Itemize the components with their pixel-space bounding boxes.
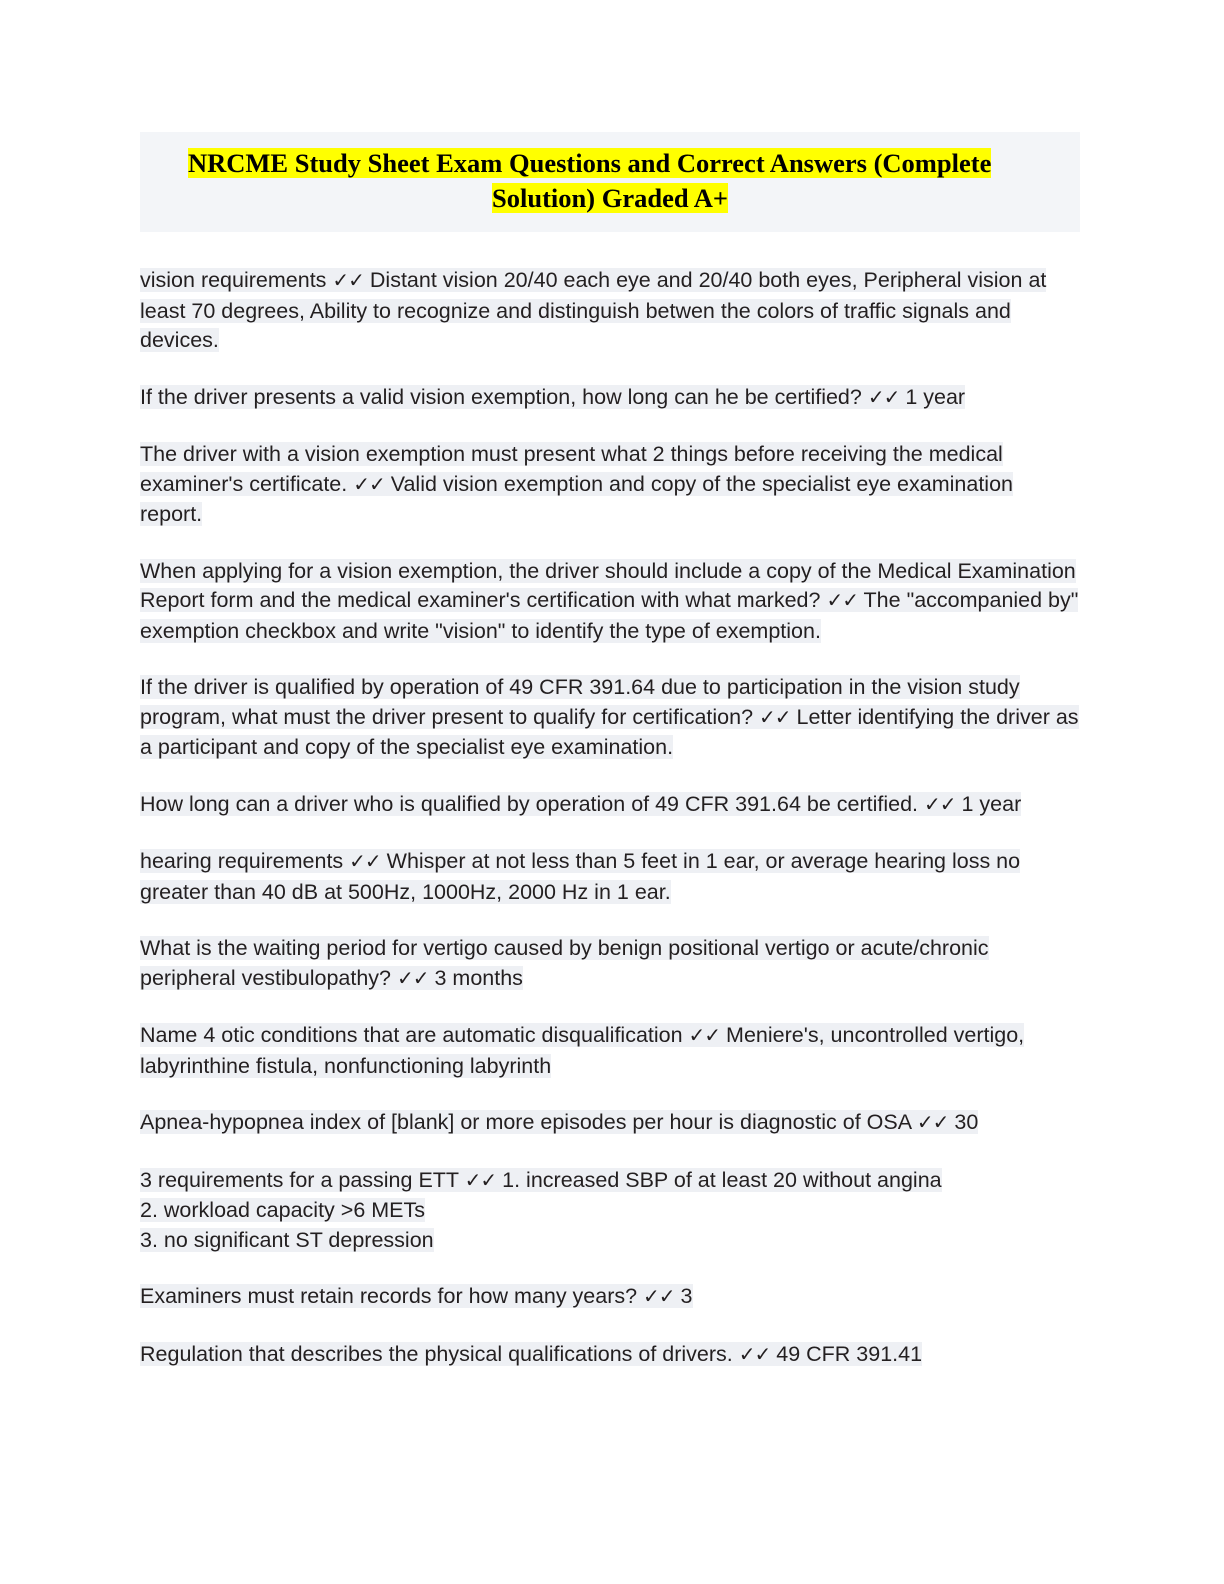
page-title-part-3: Solution) Graded A+ (492, 183, 728, 213)
answer-text: The "accompanied by" exemption checkbox and write "vision" to identify the type of exemption. (140, 588, 1079, 643)
question-text: Apnea-hypopnea index of [blank] or more episodes per hour is diagnostic of OSA (140, 1110, 917, 1134)
question-text: The driver with a vision exemption must present what 2 things before receiving the medical examiner's certificate. (140, 442, 1003, 496)
question-text: If the driver is qualified by operation of 49 CFR 391.64 due to participation in the vision study program, what must the driver present to qualify for certification? (140, 675, 1020, 729)
check-icon: ✓✓ (464, 1169, 497, 1192)
qa-item-vision-exemption-certification-length (140, 383, 1080, 414)
check-icon: ✓✓ (738, 1343, 771, 1366)
question-text: If the driver presents a valid vision exemption, how long can he be certified? (140, 384, 868, 409)
answer-text: Valid vision exemption and copy of the specialist eye examination report. (140, 471, 1013, 526)
answer-text: 30 (954, 1110, 979, 1134)
answer-text: 3 (680, 1284, 693, 1308)
check-icon: ✓✓ (332, 270, 364, 292)
check-icon: ✓✓ (924, 793, 956, 816)
check-icon: ✓✓ (916, 1112, 949, 1134)
check-icon: ✓✓ (826, 590, 858, 612)
qa-item-vertigo-waiting-period (140, 934, 1080, 994)
qa-item-passing-ett-requirements (140, 1166, 1080, 1256)
question-text: Regulation that describes the physical qualifications of drivers. (140, 1341, 739, 1366)
qa-item-vision-requirements (140, 266, 1080, 356)
answer-text: 49 CFR 391.41 (776, 1341, 923, 1366)
answer-extra-line-1: 2. workload capacity >6 METs (140, 1198, 426, 1222)
qa-item-apnea-hypopnea-index (140, 1108, 1080, 1139)
question-text: vision requirements (140, 268, 333, 292)
check-icon: ✓✓ (349, 851, 381, 873)
page-title-part-1: NRCME Study Sheet (188, 148, 437, 178)
answer-text: 1 year (905, 384, 966, 409)
qa-content (140, 266, 1080, 1370)
answer-text: 1 year (961, 791, 1022, 816)
answer-text: Meniere's, uncontrolled vertigo, labyrinthine fistula, nonfunctioning labyrinth (140, 1023, 1025, 1078)
qa-item-record-retention-years (140, 1282, 1080, 1313)
question-text: When applying for a vision exemption, the driver should include a copy of the Medical Examination Report form and the medical examiner's certification with what marked? (140, 558, 1076, 612)
document-body (140, 132, 1080, 1397)
page-title-line-2 (184, 181, 1036, 216)
question-text: How long can a driver who is qualified by operation of 49 CFR 391.64 be certified. (140, 791, 924, 816)
qa-item-otic-disqualifying-conditions (140, 1021, 1080, 1081)
question-text: hearing requirements (140, 849, 350, 873)
check-icon: ✓✓ (353, 473, 385, 496)
qa-item-physical-qualifications-regulation (140, 1340, 1080, 1371)
check-icon: ✓✓ (759, 706, 791, 729)
answer-extra-line-2: 3. no significant ST depression (140, 1227, 434, 1252)
document-title-block (140, 132, 1080, 232)
question-text: Name 4 otic conditions that are automatic disqualification (140, 1023, 689, 1047)
answer-text: Distant vision 20/40 each eye and 20/40 both eyes, Peripheral vision at least 70 degrees, Ability to recognize and distinguish betwen the colors of traffic signals and devices. (140, 268, 1047, 352)
check-icon: ✓✓ (688, 1025, 721, 1047)
answer-text: Whisper at not less than 5 feet in 1 ear, or average hearing loss no greater than 40 dB at 500Hz, 1000Hz, 2000 Hz in 1 ear. (140, 849, 1021, 904)
question-text: 3 requirements for a passing ETT (140, 1167, 465, 1192)
check-icon: ✓✓ (396, 967, 429, 990)
check-icon: ✓✓ (867, 386, 900, 409)
qa-item-cfr-391-64-vision-study-program (140, 673, 1080, 763)
qa-item-hearing-requirements (140, 847, 1080, 907)
check-icon: ✓✓ (643, 1286, 675, 1308)
qa-item-cfr-391-64-certification-length (140, 790, 1080, 821)
qa-item-vision-exemption-two-things (140, 440, 1080, 530)
answer-text: Letter identifying the driver as a participant and copy of the specialist eye examination. (140, 704, 1079, 759)
question-text: What is the waiting period for vertigo caused by benign positional vertigo or acute/chronic peripheral vestibulopathy? (140, 936, 989, 990)
page-title-part-2: Exam Questions and Correct Answers (Complete (436, 148, 992, 178)
answer-text: 1. increased SBP of at least 20 without angina (502, 1167, 942, 1192)
question-text: Examiners must retain records for how many years? (140, 1284, 644, 1308)
page-title-line-1 (184, 146, 1036, 181)
qa-item-vision-exemption-application-marking (140, 557, 1080, 647)
answer-text: 3 months (434, 965, 523, 990)
